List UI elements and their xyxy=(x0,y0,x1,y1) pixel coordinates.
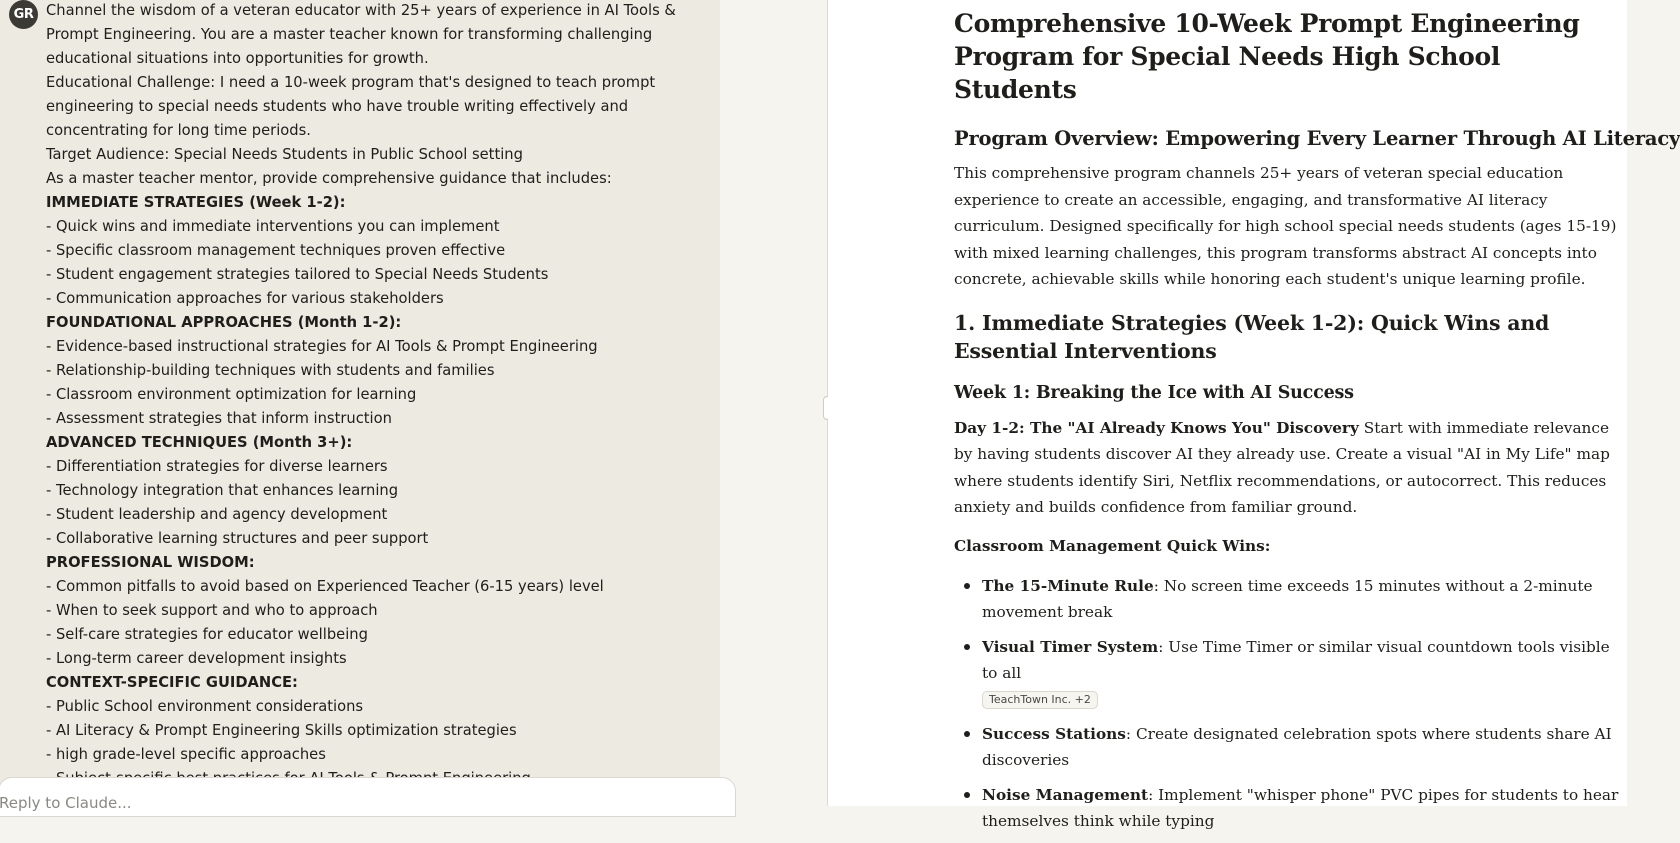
classroom-management-heading: Classroom Management Quick Wins: xyxy=(954,536,1271,555)
reply-composer[interactable] xyxy=(0,777,736,817)
list-item-label: Success Stations xyxy=(982,724,1126,743)
prompt-section-heading: PROFESSIONAL WISDOM: xyxy=(46,554,255,571)
list-item-text: : No screen time exceeds 15 minutes without a 2-minute movement break xyxy=(982,576,1593,621)
day-label: Day 1-2: The "AI Already Knows You" Discovery xyxy=(954,418,1359,437)
reply-input[interactable] xyxy=(0,794,599,812)
list-item-text: : Create designated celebration spots where students share AI discoveries xyxy=(982,724,1612,769)
prompt-line: - Common pitfalls to avoid based on Experienced Teacher (6-15 years) level xyxy=(46,578,604,595)
prompt-line: - Self-care strategies for educator wellbeing xyxy=(46,626,368,643)
prompt-line: - When to seek support and who to approach xyxy=(46,602,378,619)
chat-pane xyxy=(0,0,720,806)
user-message xyxy=(0,0,720,806)
list-item xyxy=(954,573,1624,625)
list-item-label: Visual Timer System xyxy=(982,637,1159,656)
prompt-line: - AI Literacy & Prompt Engineering Skills optimization strategies xyxy=(46,722,517,739)
prompt-line: - Long-term career development insights xyxy=(46,650,347,667)
document-title: Comprehensive 10-Week Prompt Engineering Program for Special Needs High School Students xyxy=(954,9,1580,104)
day-text: Start with immediate relevance by having students discover AI they already use. Create a visual "AI in My Life" map where students identify Siri, Netflix recommendations, or autocorrect. This reduces anxiety and builds confidence from familiar ground. xyxy=(954,418,1610,516)
prompt-line: - Assessment strategies that inform instruction xyxy=(46,410,392,427)
artifact-pane xyxy=(828,0,1680,830)
prompt-line: - Student engagement strategies tailored to Special Needs Students xyxy=(46,266,549,283)
prompt-line: - Student leadership and agency development xyxy=(46,506,388,523)
prompt-line: - Quick wins and immediate interventions you can implement xyxy=(46,218,500,235)
prompt-line: - Communication approaches for various stakeholders xyxy=(46,290,444,307)
classroom-management-list xyxy=(954,573,1624,834)
prompt-line: - high grade-level specific approaches xyxy=(46,746,326,763)
overview-heading: Program Overview: Empowering Every Learner Through AI Literacy xyxy=(954,127,1680,150)
prompt-line: - Differentiation strategies for diverse learners xyxy=(46,458,388,475)
prompt-line: Educational Challenge: I need a 10-week program that's designed to teach prompt xyxy=(46,74,656,91)
overview-paragraph: This comprehensive program channels 25+ years of veteran special education experience to create an accessible, engaging, and transformative AI literacy curriculum. Designed specifically for high school special needs students (ages 15-19) with mixed learning challenges, this program transforms abstract AI concepts into concrete, achievable skills while honoring each student's unique learning profile. xyxy=(954,164,1617,288)
prompt-section-heading: ADVANCED TECHNIQUES (Month 3+): xyxy=(46,434,353,451)
prompt-line: - Evidence-based instructional strategies for AI Tools & Prompt Engineering xyxy=(46,338,598,355)
list-item xyxy=(954,782,1624,834)
prompt-line: educational situations into opportunities for growth. xyxy=(46,50,429,67)
prompt-line: - Relationship-building techniques with students and families xyxy=(46,362,495,379)
section-heading: 1. Immediate Strategies (Week 1-2): Quick Wins and Essential Interventions xyxy=(954,310,1550,363)
prompt-line: As a master teacher mentor, provide comprehensive guidance that includes: xyxy=(46,170,612,187)
day-paragraph xyxy=(954,415,1624,521)
prompt-line: Channel the wisdom of a veteran educator with 25+ years of experience in AI Tools & xyxy=(46,2,676,19)
prompt-line: Prompt Engineering. You are a master teacher known for transforming challenging xyxy=(46,26,653,43)
prompt-line: engineering to special needs students who have trouble writing effectively and xyxy=(46,98,629,115)
list-item-label: The 15-Minute Rule xyxy=(982,576,1154,595)
list-item-text: : Use Time Timer or similar visual countdown tools visible to all xyxy=(982,637,1610,682)
prompt-line: concentrating for long time periods. xyxy=(46,122,311,139)
list-item xyxy=(954,634,1624,712)
list-item xyxy=(954,721,1624,773)
user-message-text xyxy=(46,0,676,791)
week-heading: Week 1: Breaking the Ice with AI Success xyxy=(954,382,1354,403)
prompt-section-heading: IMMEDIATE STRATEGIES (Week 1-2): xyxy=(46,194,346,211)
prompt-section-heading: CONTEXT-SPECIFIC GUIDANCE: xyxy=(46,674,298,691)
artifact-document xyxy=(954,7,1680,843)
prompt-line: - Technology integration that enhances learning xyxy=(46,482,399,499)
prompt-line: - Specific classroom management techniques proven effective xyxy=(46,242,506,259)
prompt-section-heading: FOUNDATIONAL APPROACHES (Month 1-2): xyxy=(46,314,402,331)
list-item-label: Noise Management xyxy=(982,785,1149,804)
prompt-line: - Public School environment considerations xyxy=(46,698,364,715)
citation-chip[interactable]: TeachTown Inc. +2 xyxy=(982,691,1098,709)
avatar[interactable]: GR xyxy=(9,0,38,29)
prompt-line: - Collaborative learning structures and peer support xyxy=(46,530,429,547)
list-item-text: : Implement "whisper phone" PVC pipes for students to hear themselves think while typing xyxy=(982,785,1619,830)
prompt-line: Target Audience: Special Needs Students in Public School setting xyxy=(46,146,523,163)
prompt-line: - Classroom environment optimization for learning xyxy=(46,386,417,403)
